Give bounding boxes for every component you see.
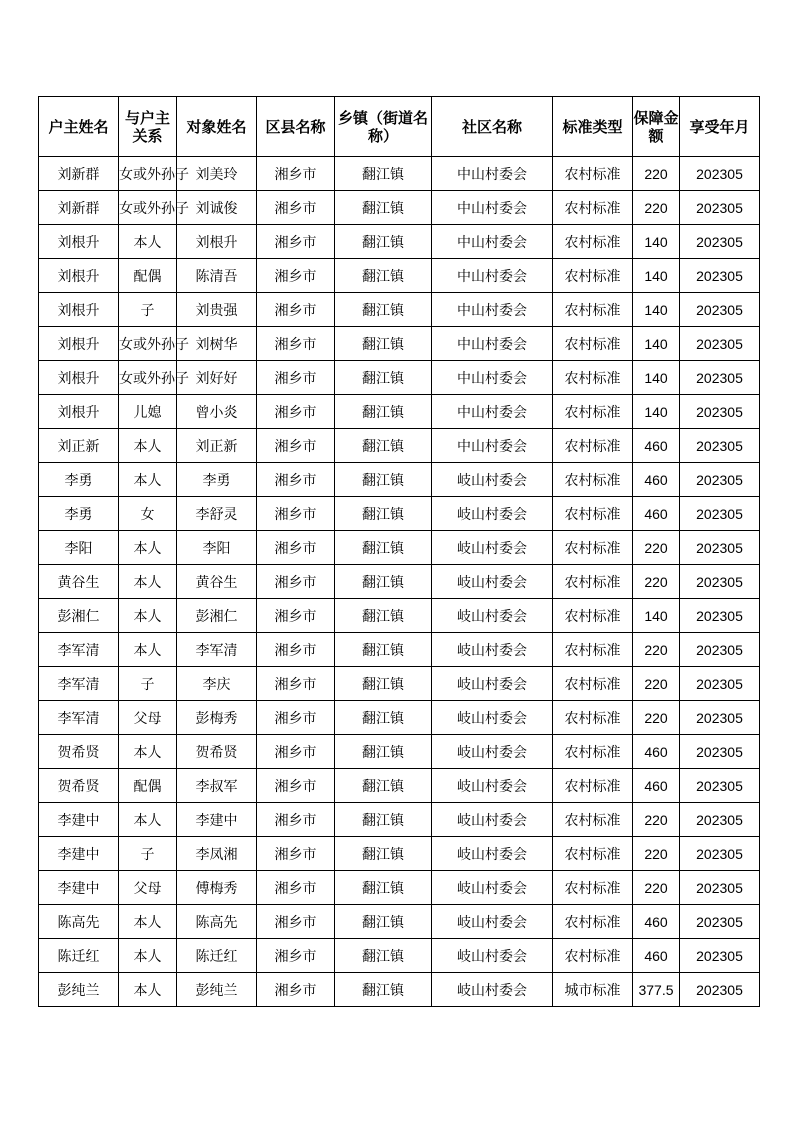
standard-type-cell: 农村标准: [553, 735, 633, 769]
subject-name-cell: 刘根升: [177, 225, 257, 259]
township-cell: 翻江镇: [335, 395, 432, 429]
county-cell: 湘乡市: [257, 361, 335, 395]
community-cell: 岐山村委会: [432, 565, 553, 599]
household-head-cell: 刘根升: [39, 395, 119, 429]
township-cell: 翻江镇: [335, 191, 432, 225]
household-head-cell: 李军清: [39, 667, 119, 701]
table-row: [39, 293, 760, 327]
household-head-cell: 陈迁红: [39, 939, 119, 973]
period-cell: 202305: [680, 871, 760, 905]
amount-cell: 140: [633, 599, 680, 633]
table-row: [39, 735, 760, 769]
community-cell: 岐山村委会: [432, 667, 553, 701]
relation-cell: 女或外孙子: [119, 157, 177, 191]
county-cell: 湘乡市: [257, 837, 335, 871]
amount-cell: 140: [633, 293, 680, 327]
period-cell: 202305: [680, 667, 760, 701]
amount-cell: 140: [633, 361, 680, 395]
community-cell: 岐山村委会: [432, 701, 553, 735]
relation-cell: 本人: [119, 735, 177, 769]
household-head-cell: 贺希贤: [39, 735, 119, 769]
county-cell: 湘乡市: [257, 871, 335, 905]
relation-cell: 本人: [119, 803, 177, 837]
amount-cell: 377.5: [633, 973, 680, 1007]
amount-cell: 140: [633, 327, 680, 361]
amount-cell: 220: [633, 871, 680, 905]
table-row: [39, 497, 760, 531]
community-cell: 中山村委会: [432, 361, 553, 395]
county-cell: 湘乡市: [257, 157, 335, 191]
relation-cell: 父母: [119, 701, 177, 735]
household-head-cell: 刘根升: [39, 327, 119, 361]
table-row: [39, 769, 760, 803]
subject-name-cell: 李舒灵: [177, 497, 257, 531]
relation-cell: 子: [119, 293, 177, 327]
household-head-cell: 李阳: [39, 531, 119, 565]
subject-name-cell: 彭纯兰: [177, 973, 257, 1007]
township-cell: 翻江镇: [335, 293, 432, 327]
standard-type-cell: 农村标准: [553, 599, 633, 633]
period-cell: 202305: [680, 157, 760, 191]
community-cell: 岐山村委会: [432, 599, 553, 633]
relation-cell: 女: [119, 497, 177, 531]
header-county: 区县名称: [257, 97, 335, 157]
standard-type-cell: 农村标准: [553, 871, 633, 905]
period-cell: 202305: [680, 293, 760, 327]
household-head-cell: 李建中: [39, 871, 119, 905]
subject-name-cell: 李建中: [177, 803, 257, 837]
township-cell: 翻江镇: [335, 565, 432, 599]
amount-cell: 460: [633, 939, 680, 973]
community-cell: 中山村委会: [432, 259, 553, 293]
township-cell: 翻江镇: [335, 531, 432, 565]
household-head-cell: 黄谷生: [39, 565, 119, 599]
amount-cell: 220: [633, 633, 680, 667]
relation-cell: 女或外孙子: [119, 361, 177, 395]
standard-type-cell: 农村标准: [553, 837, 633, 871]
amount-cell: 220: [633, 837, 680, 871]
subject-name-cell: 陈清吾: [177, 259, 257, 293]
county-cell: 湘乡市: [257, 939, 335, 973]
community-cell: 岐山村委会: [432, 633, 553, 667]
subject-name-cell: 彭湘仁: [177, 599, 257, 633]
period-cell: 202305: [680, 939, 760, 973]
county-cell: 湘乡市: [257, 191, 335, 225]
standard-type-cell: 农村标准: [553, 327, 633, 361]
subject-name-cell: 彭梅秀: [177, 701, 257, 735]
relation-cell: 本人: [119, 973, 177, 1007]
header-community: 社区名称: [432, 97, 553, 157]
table-row: [39, 463, 760, 497]
township-cell: 翻江镇: [335, 225, 432, 259]
standard-type-cell: 农村标准: [553, 395, 633, 429]
beneficiary-table: [38, 96, 760, 1007]
household-head-cell: 刘正新: [39, 429, 119, 463]
standard-type-cell: 农村标准: [553, 905, 633, 939]
header-relation: 与户主关系: [119, 97, 177, 157]
relation-cell: 本人: [119, 565, 177, 599]
amount-cell: 460: [633, 735, 680, 769]
table-row: [39, 939, 760, 973]
household-head-cell: 陈高先: [39, 905, 119, 939]
relation-cell: 本人: [119, 429, 177, 463]
household-head-cell: 刘根升: [39, 259, 119, 293]
household-head-cell: 李军清: [39, 701, 119, 735]
county-cell: 湘乡市: [257, 905, 335, 939]
standard-type-cell: 农村标准: [553, 191, 633, 225]
period-cell: 202305: [680, 735, 760, 769]
community-cell: 岐山村委会: [432, 531, 553, 565]
subject-name-cell: 刘美玲: [177, 157, 257, 191]
table-row: [39, 259, 760, 293]
household-head-cell: 刘根升: [39, 361, 119, 395]
subject-name-cell: 刘树华: [177, 327, 257, 361]
township-cell: 翻江镇: [335, 667, 432, 701]
county-cell: 湘乡市: [257, 395, 335, 429]
standard-type-cell: 农村标准: [553, 565, 633, 599]
county-cell: 湘乡市: [257, 633, 335, 667]
county-cell: 湘乡市: [257, 769, 335, 803]
amount-cell: 460: [633, 905, 680, 939]
period-cell: 202305: [680, 191, 760, 225]
subject-name-cell: 曾小炎: [177, 395, 257, 429]
township-cell: 翻江镇: [335, 939, 432, 973]
township-cell: 翻江镇: [335, 701, 432, 735]
standard-type-cell: 农村标准: [553, 361, 633, 395]
subject-name-cell: 刘好好: [177, 361, 257, 395]
table-row: [39, 225, 760, 259]
amount-cell: 460: [633, 769, 680, 803]
county-cell: 湘乡市: [257, 735, 335, 769]
header-household-head: 户主姓名: [39, 97, 119, 157]
township-cell: 翻江镇: [335, 429, 432, 463]
household-head-cell: 刘新群: [39, 157, 119, 191]
period-cell: 202305: [680, 429, 760, 463]
household-head-cell: 贺希贤: [39, 769, 119, 803]
relation-cell: 本人: [119, 531, 177, 565]
relation-cell: 父母: [119, 871, 177, 905]
table-row: [39, 429, 760, 463]
relation-cell: 本人: [119, 939, 177, 973]
township-cell: 翻江镇: [335, 871, 432, 905]
township-cell: 翻江镇: [335, 259, 432, 293]
standard-type-cell: 农村标准: [553, 701, 633, 735]
township-cell: 翻江镇: [335, 361, 432, 395]
township-cell: 翻江镇: [335, 463, 432, 497]
household-head-cell: 刘根升: [39, 225, 119, 259]
community-cell: 岐山村委会: [432, 905, 553, 939]
table-row: [39, 395, 760, 429]
subject-name-cell: 李军清: [177, 633, 257, 667]
relation-cell: 配偶: [119, 769, 177, 803]
community-cell: 中山村委会: [432, 395, 553, 429]
relation-cell: 子: [119, 667, 177, 701]
household-head-cell: 彭纯兰: [39, 973, 119, 1007]
subject-name-cell: 黄谷生: [177, 565, 257, 599]
county-cell: 湘乡市: [257, 497, 335, 531]
standard-type-cell: 农村标准: [553, 497, 633, 531]
community-cell: 岐山村委会: [432, 497, 553, 531]
township-cell: 翻江镇: [335, 837, 432, 871]
community-cell: 岐山村委会: [432, 735, 553, 769]
township-cell: 翻江镇: [335, 905, 432, 939]
amount-cell: 140: [633, 225, 680, 259]
table-row: [39, 633, 760, 667]
subject-name-cell: 李勇: [177, 463, 257, 497]
period-cell: 202305: [680, 701, 760, 735]
period-cell: 202305: [680, 225, 760, 259]
subject-name-cell: 陈迁红: [177, 939, 257, 973]
household-head-cell: 彭湘仁: [39, 599, 119, 633]
relation-cell: 子: [119, 837, 177, 871]
table-row: [39, 599, 760, 633]
household-head-cell: 李建中: [39, 803, 119, 837]
standard-type-cell: 农村标准: [553, 633, 633, 667]
relation-cell: 本人: [119, 599, 177, 633]
county-cell: 湘乡市: [257, 225, 335, 259]
standard-type-cell: 农村标准: [553, 531, 633, 565]
table-row: [39, 973, 760, 1007]
township-cell: 翻江镇: [335, 803, 432, 837]
township-cell: 翻江镇: [335, 633, 432, 667]
table-row: [39, 327, 760, 361]
community-cell: 中山村委会: [432, 157, 553, 191]
amount-cell: 220: [633, 667, 680, 701]
standard-type-cell: 农村标准: [553, 259, 633, 293]
community-cell: 岐山村委会: [432, 463, 553, 497]
county-cell: 湘乡市: [257, 463, 335, 497]
amount-cell: 220: [633, 531, 680, 565]
table-row: [39, 157, 760, 191]
amount-cell: 460: [633, 463, 680, 497]
township-cell: 翻江镇: [335, 973, 432, 1007]
amount-cell: 140: [633, 259, 680, 293]
period-cell: 202305: [680, 497, 760, 531]
header-period: 享受年月: [680, 97, 760, 157]
community-cell: 岐山村委会: [432, 973, 553, 1007]
county-cell: 湘乡市: [257, 531, 335, 565]
amount-cell: 460: [633, 429, 680, 463]
county-cell: 湘乡市: [257, 701, 335, 735]
standard-type-cell: 农村标准: [553, 293, 633, 327]
table-row: [39, 531, 760, 565]
relation-cell: 女或外孙子: [119, 327, 177, 361]
relation-cell: 女或外孙子: [119, 191, 177, 225]
subject-name-cell: 刘诚俊: [177, 191, 257, 225]
standard-type-cell: 农村标准: [553, 429, 633, 463]
period-cell: 202305: [680, 361, 760, 395]
county-cell: 湘乡市: [257, 803, 335, 837]
county-cell: 湘乡市: [257, 429, 335, 463]
household-head-cell: 李军清: [39, 633, 119, 667]
amount-cell: 220: [633, 565, 680, 599]
relation-cell: 儿媳: [119, 395, 177, 429]
township-cell: 翻江镇: [335, 327, 432, 361]
county-cell: 湘乡市: [257, 667, 335, 701]
subject-name-cell: 李庆: [177, 667, 257, 701]
period-cell: 202305: [680, 531, 760, 565]
subject-name-cell: 李凤湘: [177, 837, 257, 871]
township-cell: 翻江镇: [335, 497, 432, 531]
community-cell: 岐山村委会: [432, 871, 553, 905]
amount-cell: 220: [633, 157, 680, 191]
amount-cell: 220: [633, 803, 680, 837]
household-head-cell: 李勇: [39, 463, 119, 497]
relation-cell: 本人: [119, 225, 177, 259]
standard-type-cell: 农村标准: [553, 157, 633, 191]
period-cell: 202305: [680, 973, 760, 1007]
county-cell: 湘乡市: [257, 973, 335, 1007]
subject-name-cell: 陈高先: [177, 905, 257, 939]
relation-cell: 本人: [119, 633, 177, 667]
table-row: [39, 191, 760, 225]
county-cell: 湘乡市: [257, 293, 335, 327]
township-cell: 翻江镇: [335, 735, 432, 769]
township-cell: 翻江镇: [335, 769, 432, 803]
period-cell: 202305: [680, 565, 760, 599]
township-cell: 翻江镇: [335, 157, 432, 191]
period-cell: 202305: [680, 599, 760, 633]
standard-type-cell: 农村标准: [553, 769, 633, 803]
header-standard-type: 标准类型: [553, 97, 633, 157]
table-row: [39, 361, 760, 395]
table-body: [39, 157, 760, 1007]
period-cell: 202305: [680, 837, 760, 871]
subject-name-cell: 刘贵强: [177, 293, 257, 327]
community-cell: 中山村委会: [432, 191, 553, 225]
standard-type-cell: 农村标准: [553, 939, 633, 973]
relation-cell: 本人: [119, 905, 177, 939]
county-cell: 湘乡市: [257, 259, 335, 293]
subject-name-cell: 刘正新: [177, 429, 257, 463]
amount-cell: 140: [633, 395, 680, 429]
period-cell: 202305: [680, 463, 760, 497]
table-row: [39, 837, 760, 871]
county-cell: 湘乡市: [257, 599, 335, 633]
subject-name-cell: 贺希贤: [177, 735, 257, 769]
table-row: [39, 905, 760, 939]
period-cell: 202305: [680, 395, 760, 429]
community-cell: 岐山村委会: [432, 837, 553, 871]
community-cell: 岐山村委会: [432, 803, 553, 837]
standard-type-cell: 农村标准: [553, 463, 633, 497]
standard-type-cell: 农村标准: [553, 803, 633, 837]
table-row: [39, 565, 760, 599]
county-cell: 湘乡市: [257, 327, 335, 361]
township-cell: 翻江镇: [335, 599, 432, 633]
community-cell: 中山村委会: [432, 293, 553, 327]
household-head-cell: 刘根升: [39, 293, 119, 327]
period-cell: 202305: [680, 327, 760, 361]
community-cell: 中山村委会: [432, 225, 553, 259]
community-cell: 岐山村委会: [432, 939, 553, 973]
community-cell: 岐山村委会: [432, 769, 553, 803]
household-head-cell: 刘新群: [39, 191, 119, 225]
subject-name-cell: 李阳: [177, 531, 257, 565]
standard-type-cell: 农村标准: [553, 667, 633, 701]
community-cell: 中山村委会: [432, 327, 553, 361]
relation-cell: 配偶: [119, 259, 177, 293]
county-cell: 湘乡市: [257, 565, 335, 599]
relation-cell: 本人: [119, 463, 177, 497]
period-cell: 202305: [680, 769, 760, 803]
table-row: [39, 803, 760, 837]
amount-cell: 220: [633, 191, 680, 225]
subject-name-cell: 傅梅秀: [177, 871, 257, 905]
amount-cell: 220: [633, 701, 680, 735]
household-head-cell: 李勇: [39, 497, 119, 531]
period-cell: 202305: [680, 633, 760, 667]
period-cell: 202305: [680, 259, 760, 293]
header-row: [39, 97, 760, 157]
table-row: [39, 871, 760, 905]
community-cell: 中山村委会: [432, 429, 553, 463]
period-cell: 202305: [680, 905, 760, 939]
subject-name-cell: 李叔军: [177, 769, 257, 803]
header-amount: 保障金额: [633, 97, 680, 157]
table-row: [39, 701, 760, 735]
amount-cell: 460: [633, 497, 680, 531]
household-head-cell: 李建中: [39, 837, 119, 871]
table-row: [39, 667, 760, 701]
standard-type-cell: 城市标准: [553, 973, 633, 1007]
period-cell: 202305: [680, 803, 760, 837]
header-township: 乡镇（街道名称）: [335, 97, 432, 157]
header-subject-name: 对象姓名: [177, 97, 257, 157]
standard-type-cell: 农村标准: [553, 225, 633, 259]
